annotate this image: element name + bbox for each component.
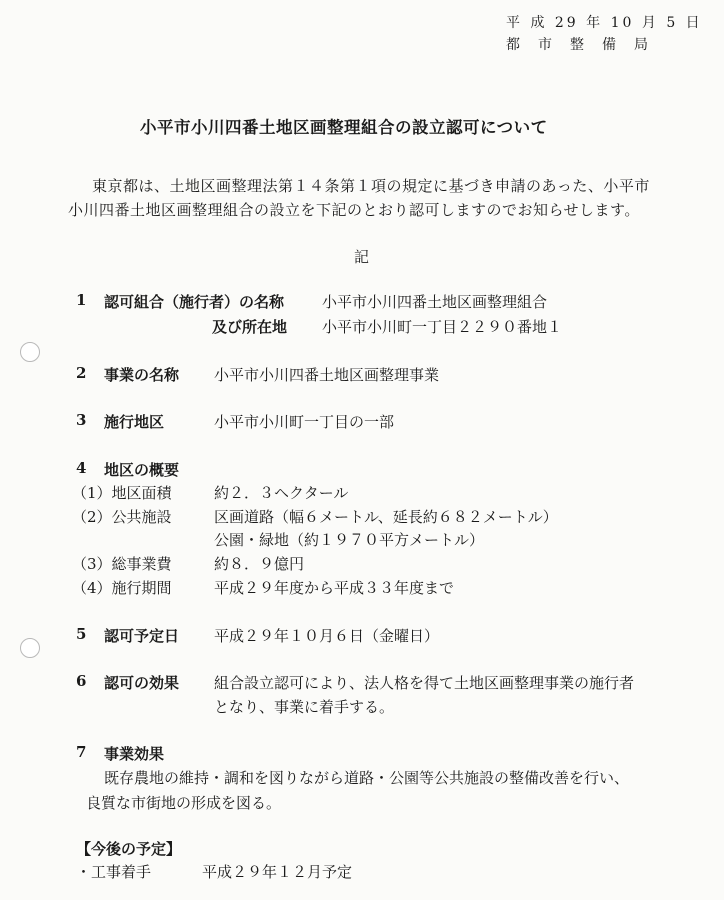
date-line: 平 成 29 年 10 月 5 日 bbox=[506, 15, 703, 31]
schedule-item-value: 平成２９年１２月予定 bbox=[202, 863, 353, 881]
item-5-number: 5 bbox=[76, 625, 87, 643]
ki-mark: 記 bbox=[354, 248, 370, 266]
item-6-value-1: 組合設立認可により、法人格を得て土地区画整理事業の施行者 bbox=[214, 674, 635, 692]
item-5-label: 認可予定日 bbox=[104, 627, 180, 645]
item-7-label: 事業効果 bbox=[104, 745, 165, 763]
item-4-sub-1-label: （1）地区面積 bbox=[72, 484, 172, 502]
item-1-number: 1 bbox=[76, 291, 87, 309]
item-4-sub-4-label: （4）施行期間 bbox=[72, 579, 172, 597]
punch-hole-bottom bbox=[20, 638, 40, 658]
item-4-sub-2-value-2: 公園・緑地（約１９７０平方メートル） bbox=[214, 531, 485, 549]
intro-line-1: 東京都は、土地区画整理法第１４条第１項の規定に基づき申請のあった、小平市 bbox=[92, 177, 650, 195]
item-3-value: 小平市小川町一丁目の一部 bbox=[214, 413, 395, 431]
item-7-text-1: 既存農地の維持・調和を図りながら道路・公園等公共施設の整備改善を行い、 bbox=[104, 769, 630, 787]
item-4-sub-3-label: （3）総事業費 bbox=[72, 555, 172, 573]
item-4-sub-1-value: 約２．３ヘクタール bbox=[214, 484, 349, 502]
item-1-label-2: 及び所在地 bbox=[212, 318, 288, 336]
punch-hole-top bbox=[20, 342, 40, 362]
item-2-number: 2 bbox=[76, 364, 87, 382]
intro-line-2: 小川四番土地区画整理組合の設立を下記のとおり認可しますのでお知らせします。 bbox=[68, 201, 640, 219]
item-4-number: 4 bbox=[76, 459, 87, 477]
item-2-value: 小平市小川四番土地区画整理事業 bbox=[214, 366, 440, 384]
item-4-label: 地区の概要 bbox=[104, 461, 180, 479]
item-4-sub-3-value: 約８．９億円 bbox=[214, 555, 305, 573]
schedule-item-label: ・工事着手 bbox=[76, 863, 152, 881]
item-1-label: 認可組合（施行者）の名称 bbox=[104, 293, 285, 311]
item-5-value: 平成２９年１０月６日（金曜日） bbox=[214, 627, 440, 645]
item-7-text-2: 良質な市街地の形成を図る。 bbox=[86, 794, 282, 812]
item-3-number: 3 bbox=[76, 411, 87, 429]
page-title: 小平市小川四番土地区画整理組合の設立認可について bbox=[140, 118, 548, 137]
schedule-heading: 【今後の予定】 bbox=[76, 840, 182, 858]
item-2-label: 事業の名称 bbox=[104, 366, 180, 384]
item-4-sub-2-value-1: 区画道路（幅６メートル、延長約６８２メートル） bbox=[214, 508, 558, 526]
item-3-label: 施行地区 bbox=[104, 413, 165, 431]
bureau-name: 都 市 整 備 局 bbox=[506, 37, 650, 53]
item-6-label: 認可の効果 bbox=[104, 674, 180, 692]
item-4-sub-4-value: 平成２９年度から平成３３年度まで bbox=[214, 579, 455, 597]
item-7-number: 7 bbox=[76, 743, 87, 761]
item-1-value: 小平市小川四番土地区画整理組合 bbox=[322, 293, 548, 311]
item-6-number: 6 bbox=[76, 672, 87, 690]
item-4-sub-2-label: （2）公共施設 bbox=[72, 508, 172, 526]
item-1-value-2: 小平市小川町一丁目２２９０番地１ bbox=[322, 318, 563, 336]
item-6-value-2: となり、事業に着手する。 bbox=[214, 698, 395, 716]
